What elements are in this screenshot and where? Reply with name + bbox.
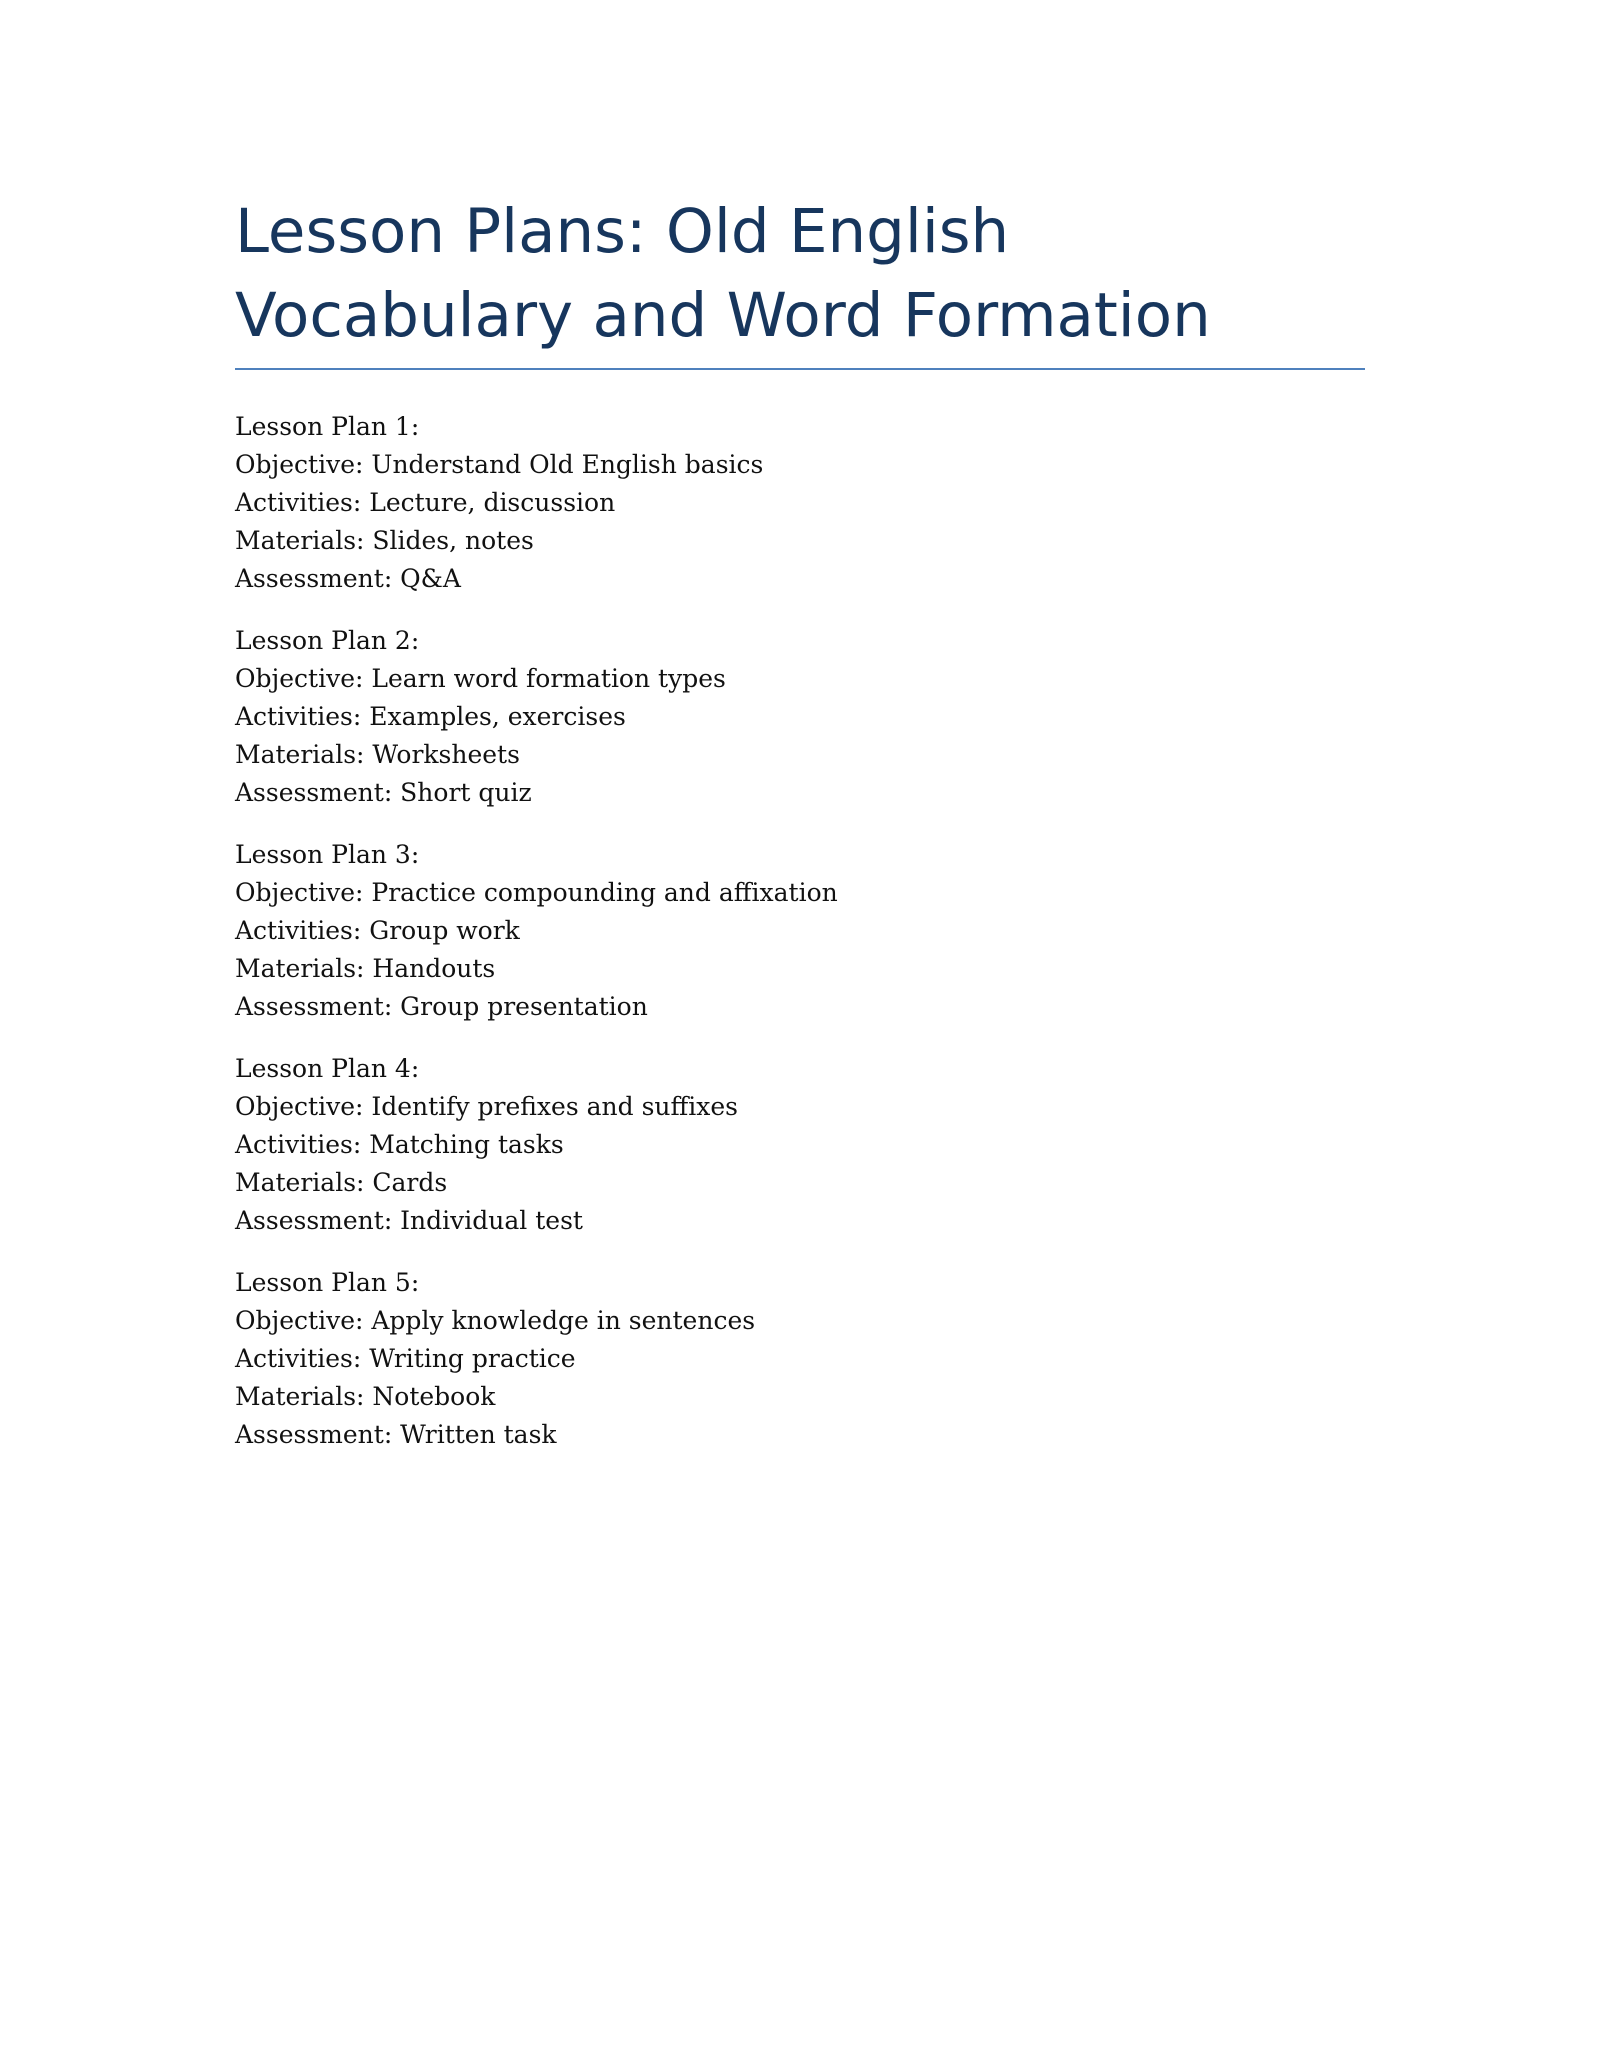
lesson-plan-heading: Lesson Plan 3:: [235, 840, 420, 869]
lesson-plan-5: [235, 1264, 1365, 1454]
lesson-plan-heading: Lesson Plan 2:: [235, 626, 420, 655]
lesson-plan-heading: Lesson Plan 5:: [235, 1268, 420, 1297]
lesson-plan-1: [235, 408, 1365, 598]
lesson-plan-activities: Activities: Writing practice: [235, 1344, 576, 1373]
lesson-plan-4: [235, 1050, 1365, 1240]
lesson-plan-materials: Materials: Cards: [235, 1168, 448, 1197]
lesson-plan-activities: Activities: Group work: [235, 916, 520, 945]
lesson-plan-materials: Materials: Handouts: [235, 954, 496, 983]
lesson-plan-activities: Activities: Lecture, discussion: [235, 488, 616, 517]
lesson-plan-activities: Activities: Examples, exercises: [235, 702, 626, 731]
lesson-plan-assessment: Assessment: Q&A: [235, 564, 461, 593]
lesson-plan-assessment: Assessment: Individual test: [235, 1206, 583, 1235]
document-page: [235, 190, 1365, 1478]
lesson-plan-objective: Objective: Learn word formation types: [235, 664, 726, 693]
lesson-plan-objective: Objective: Understand Old English basics: [235, 450, 764, 479]
lesson-plan-2: [235, 622, 1365, 812]
lesson-plan-3: [235, 836, 1365, 1026]
lesson-plan-objective: Objective: Identify prefixes and suffixes: [235, 1092, 738, 1121]
lesson-plans-list: [235, 408, 1365, 1454]
lesson-plan-heading: Lesson Plan 1:: [235, 412, 420, 441]
lesson-plan-activities: Activities: Matching tasks: [235, 1130, 564, 1159]
lesson-plan-materials: Materials: Notebook: [235, 1382, 496, 1411]
lesson-plan-materials: Materials: Slides, notes: [235, 526, 534, 555]
lesson-plan-objective: Objective: Apply knowledge in sentences: [235, 1306, 756, 1335]
lesson-plan-heading: Lesson Plan 4:: [235, 1054, 420, 1083]
lesson-plan-materials: Materials: Worksheets: [235, 740, 520, 769]
lesson-plan-objective: Objective: Practice compounding and affixation: [235, 878, 838, 907]
document-title: Lesson Plans: Old English Vocabulary and Word Formation: [235, 190, 1365, 370]
lesson-plan-assessment: Assessment: Written task: [235, 1420, 557, 1449]
lesson-plan-assessment: Assessment: Short quiz: [235, 778, 532, 807]
lesson-plan-assessment: Assessment: Group presentation: [235, 992, 648, 1021]
